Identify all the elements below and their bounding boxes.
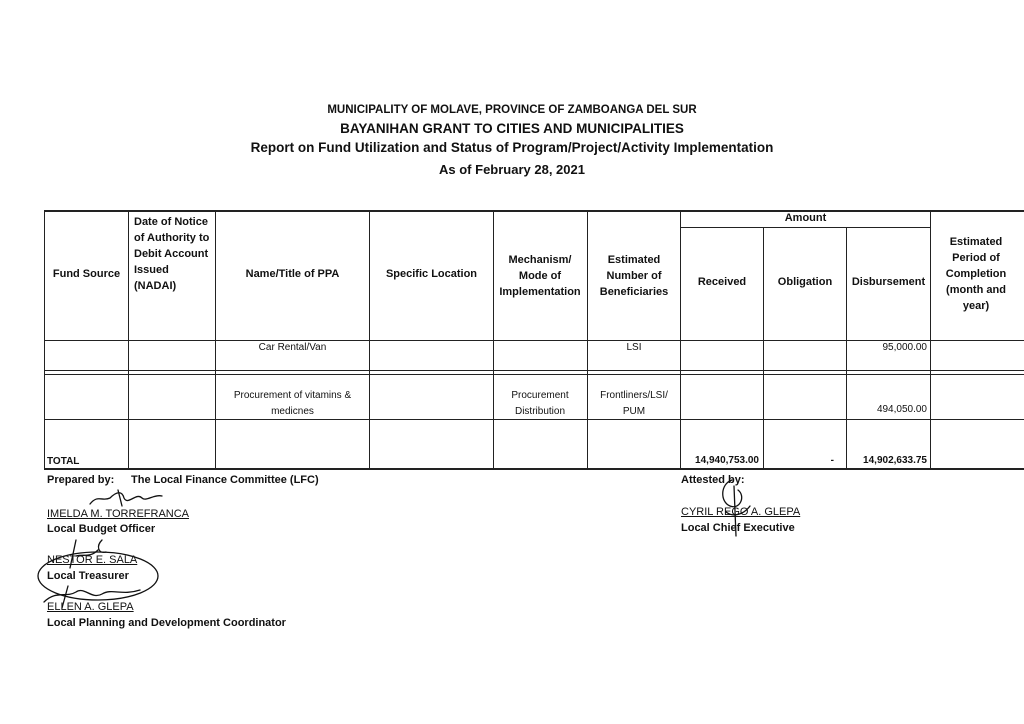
col-beneficiaries: Estimated Number of Beneficiaries <box>599 254 669 298</box>
row-disbursement: 95,000.00 <box>882 342 927 353</box>
signatory-name: NESTOR E. SALA <box>47 554 138 566</box>
as-of-date: As of February 28, 2021 <box>439 162 585 177</box>
row-ppa-name: Procurement of vitamins & medicnes <box>233 390 352 417</box>
col-amount: Amount <box>784 212 827 224</box>
col-disbursement: Disbursement <box>851 276 926 288</box>
program-heading: BAYANIHAN GRANT TO CITIES AND MUNICIPALITIES <box>340 121 684 136</box>
row-disbursement: 494,050.00 <box>876 404 927 415</box>
row-beneficiaries: Frontliners/LSI/ PUM <box>600 390 668 417</box>
col-name-ppa: Name/Title of PPA <box>245 268 340 280</box>
total-label: TOTAL <box>47 456 80 467</box>
committee-name: The Local Finance Committee (LFC) <box>131 474 319 486</box>
col-specific-location: Specific Location <box>385 268 478 280</box>
attested-by-label: Attested by: <box>681 474 745 486</box>
col-obligation: Obligation <box>777 276 833 288</box>
signatory-title: Local Planning and Development Coordinator <box>47 617 286 629</box>
prepared-by-label: Prepared by: <box>47 474 115 486</box>
signatory-name: ELLEN A. GLEPA <box>47 601 134 613</box>
col-completion: Estimated Period of Completion (month and year) <box>945 236 1007 312</box>
total-obligation: - <box>830 455 834 466</box>
row-beneficiaries: LSI <box>626 342 642 353</box>
row-ppa-name: Car Rental/Van <box>258 342 327 353</box>
row-mechanism: Procurement Distribution <box>511 390 569 417</box>
signatory-title: Local Budget Officer <box>47 523 156 535</box>
col-date-notice: Date of Notice of Authority to Debit Account Issued (NADAI) <box>134 216 210 292</box>
total-received: 14,940,753.00 <box>695 455 759 466</box>
total-disbursement: 14,902,633.75 <box>863 455 927 466</box>
col-mechanism: Mechanism/ Mode of Implementation <box>499 254 581 298</box>
municipality-heading: MUNICIPALITY OF MOLAVE, PROVINCE OF ZAMBOANGA DEL SUR <box>327 104 697 116</box>
signatory-name: IMELDA M. TORREFRANCA <box>47 508 190 520</box>
signatory-name: CYRIL REGO A. GLEPA <box>681 506 801 518</box>
col-fund-source: Fund Source <box>52 268 121 280</box>
report-title: Report on Fund Utilization and Status of Program/Project/Activity Implementation <box>250 140 774 155</box>
col-received: Received <box>697 276 747 288</box>
signatory-title: Local Chief Executive <box>681 522 795 534</box>
signatory-title: Local Treasurer <box>47 570 129 582</box>
